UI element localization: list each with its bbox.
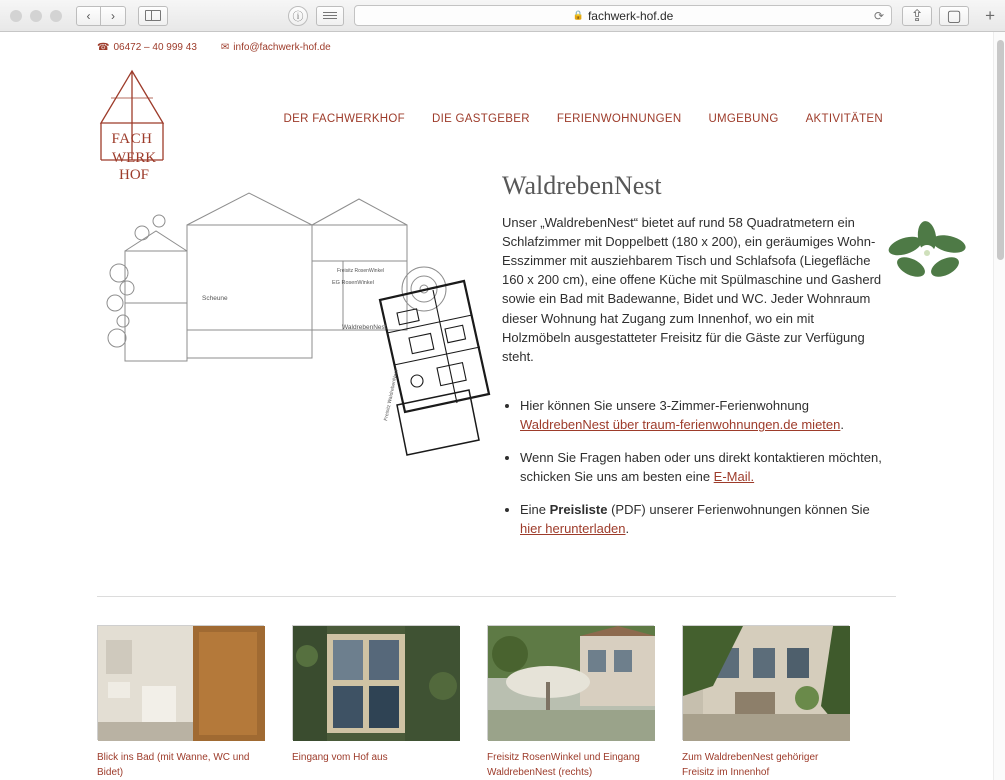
sidebar-icon[interactable]: [138, 6, 168, 26]
main-navigation: [284, 65, 883, 125]
thumbnail-bad[interactable]: [97, 625, 264, 740]
address-bar-url: fachwerk-hof.de: [587, 8, 674, 23]
content-area: [0, 153, 993, 552]
toolbar-right-buttons: [902, 6, 995, 26]
browser-toolbar: [0, 0, 1005, 32]
svg-text:WaldrebenNest: WaldrebenNest: [342, 324, 387, 331]
bullet-1-pre: Hier können Sie unsere 3-Zimmer-Ferienwohnung: [520, 397, 810, 413]
reload-icon[interactable]: ⟳: [874, 8, 885, 23]
scrollbar-thumb[interactable]: [997, 40, 1004, 260]
gallery-item-bad[interactable]: [97, 625, 264, 780]
page-viewport: [0, 32, 1005, 780]
sidebar-glyph: [145, 10, 161, 21]
floor-plan-image: [97, 153, 492, 433]
svg-text:FACH: FACH: [111, 131, 153, 147]
bullet-2-pre: Wenn Sie Fragen haben oder uns direkt kontaktieren möchten, schicken Sie uns am besten eine: [520, 449, 882, 485]
phone-icon: ☎: [97, 42, 110, 53]
bullet-1-post: .: [840, 417, 844, 433]
nav-item-aktivitaeten[interactable]: AKTIVITÄTEN: [805, 113, 883, 125]
svg-text:Scheune: Scheune: [202, 295, 228, 302]
svg-text:Freisitz WaldrebenNest: Freisitz WaldrebenNest: [383, 369, 400, 422]
reader-view-icon[interactable]: [316, 6, 344, 26]
email-item[interactable]: [221, 42, 331, 53]
back-icon[interactable]: ‹: [76, 6, 101, 26]
address-bar[interactable]: [354, 5, 892, 26]
gallery-caption: Blick ins Bad (mit Wanne, WC und Bidet): [97, 751, 250, 778]
share-icon[interactable]: ⇪: [902, 6, 932, 26]
gallery-item-eingang[interactable]: [292, 625, 459, 780]
info-icon[interactable]: ⓘ: [288, 6, 308, 26]
nav-item-die-gastgeber[interactable]: DIE GASTGEBER: [431, 113, 530, 125]
site-header: [0, 53, 993, 153]
info-list: [502, 396, 883, 539]
forward-icon[interactable]: ›: [101, 6, 126, 26]
nav-item-umgebung[interactable]: UMGEBUNG: [708, 113, 779, 125]
page-scrollbar[interactable]: [993, 32, 1005, 780]
nav-item-der-fachwerkhof[interactable]: DER FACHWERKHOF: [283, 113, 405, 125]
window-controls: [10, 10, 62, 22]
photo-gallery: [0, 597, 993, 780]
envelope-icon: ✉: [220, 42, 230, 53]
list-item: [520, 448, 883, 487]
gallery-caption: Eingang vom Hof aus: [292, 751, 388, 763]
page-title: WaldrebenNest: [502, 171, 662, 200]
bullet-3-post: .: [625, 521, 630, 537]
bullet-3-mid: (PDF) unserer Ferienwohnungen können Sie: [607, 501, 870, 517]
close-window-button[interactable]: [10, 10, 22, 22]
article-column: [502, 153, 883, 552]
web-page: [0, 32, 993, 780]
bullet-3-bold: Preisliste: [549, 501, 608, 517]
list-item: [520, 500, 883, 539]
tabs-overview-icon[interactable]: ▢: [939, 6, 969, 26]
lock-icon: 🔒: [572, 10, 584, 20]
maximize-window-button[interactable]: [50, 10, 62, 22]
gallery-caption: Freisitz RosenWinkel und Eingang WaldrebenNest (rechts): [487, 751, 640, 778]
logo-line-2: WERK: [111, 150, 157, 166]
thumbnail-freisitz-innenhof[interactable]: [682, 625, 849, 740]
svg-text:EG RosenWinkel: EG RosenWinkel: [332, 280, 374, 286]
intro-paragraph: Unser „WaldrebenNest“ bietet auf rund 58 Quadratmetern ein Schlafzimmer mit Doppelbett (180 x 200), ein geräumiges Wohn-Esszimmer mit ausziehbarem Tisch und Schlafsofa (Liegefläche 160 x 200 cm), eine offene Küche mit Spülmaschine und Gasherd sowie ein Bad mit Badewanne, Bidet und WC. Jeder Wohnraum dieser Wohnung hat Zugang zum Innenhof, wo ein mit Holzmöbeln ausgestatteter Freisitz für die Gäste zur Verfügung steht.: [502, 215, 882, 364]
navigation-buttons: [76, 6, 126, 26]
minimize-window-button[interactable]: [30, 10, 42, 22]
link-email[interactable]: E-Mail.: [713, 469, 755, 485]
bullet-3-pre: Eine: [520, 501, 550, 517]
email-address: info@fachwerk-hof.de: [233, 42, 331, 53]
flower-logo-icon: [885, 220, 969, 284]
gallery-caption: Zum WaldrebenNest gehöriger Freisitz im Innenhof: [682, 751, 819, 778]
list-item: [520, 396, 883, 435]
link-traum-ferienwohnungen[interactable]: WaldrebenNest über traum-ferienwohnungen.de mieten: [520, 417, 841, 433]
svg-text:Freisitz RosenWinkel: Freisitz RosenWinkel: [337, 268, 384, 274]
thumbnail-freisitz-rosenwinkel[interactable]: [487, 625, 654, 740]
logo-line-3: HOF: [118, 166, 149, 183]
thumbnail-eingang[interactable]: [292, 625, 459, 740]
link-preisliste-download[interactable]: hier herunterladen: [520, 521, 626, 537]
gallery-item-freisitz-rosenwinkel[interactable]: [487, 625, 654, 780]
phone-number: 06472 – 40 999 43: [113, 42, 197, 53]
phone-item[interactable]: [97, 42, 197, 53]
gallery-item-freisitz-innenhof[interactable]: [682, 625, 849, 780]
contact-bar: [0, 32, 993, 53]
nav-item-ferienwohnungen[interactable]: FERIENWOHNUNGEN: [556, 113, 682, 125]
plus-icon[interactable]: +: [985, 6, 995, 25]
